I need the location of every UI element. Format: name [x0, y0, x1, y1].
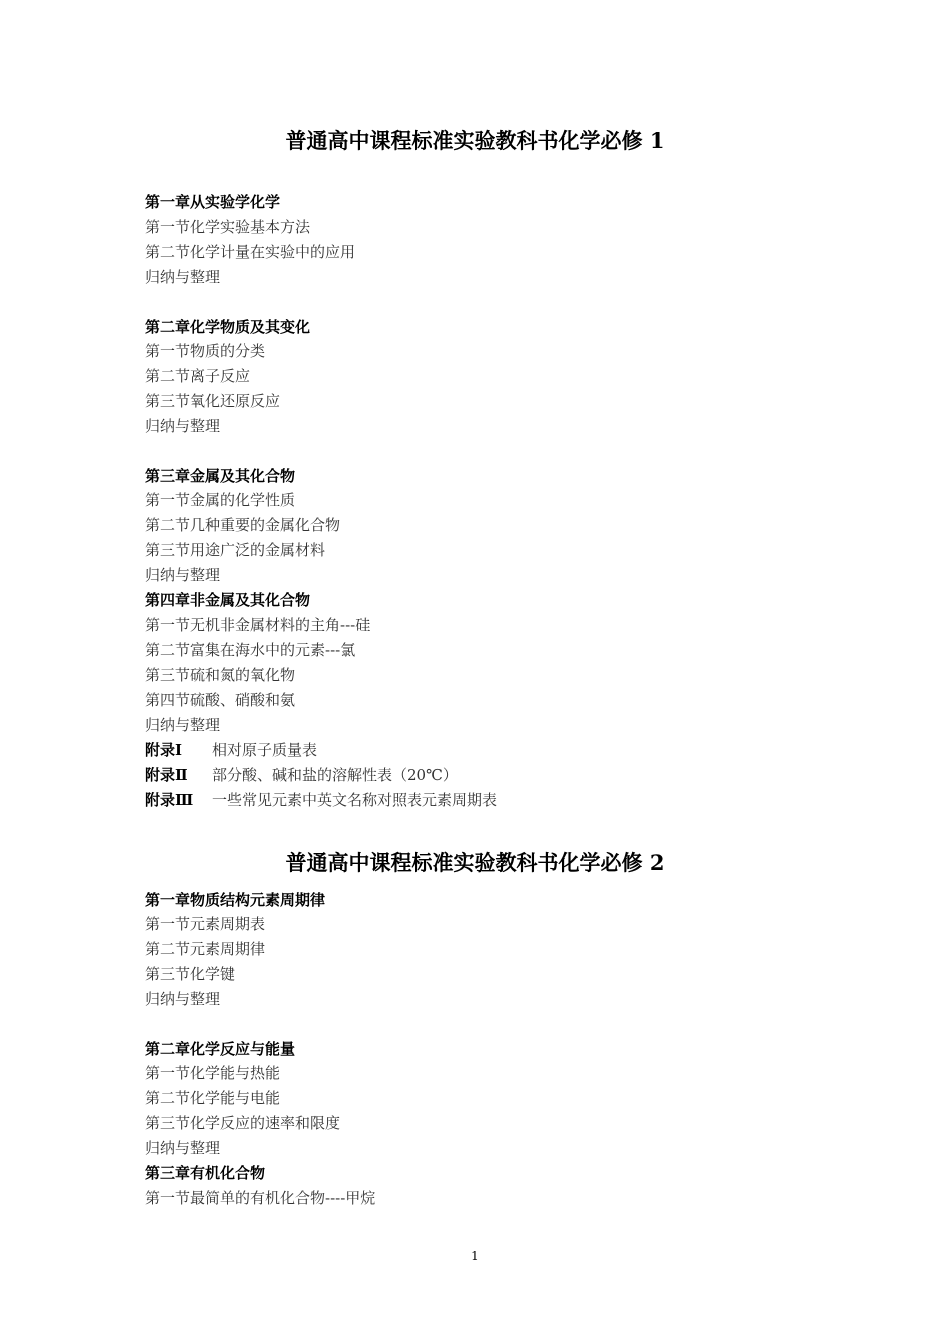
appendix-row	[145, 765, 458, 785]
chapter-heading: 第四章非金属及其化合物	[145, 591, 311, 609]
appendix-row	[145, 740, 317, 760]
section-item: 第一节无机非金属材料的主角---硅	[145, 616, 371, 634]
section-item: 第三节用途广泛的金属材料	[145, 541, 326, 559]
appendix-label: 附录Ⅱ	[145, 766, 188, 784]
section-item: 第一节最简单的有机化合物----甲烷	[145, 1189, 376, 1207]
section-item: 归纳与整理	[145, 417, 221, 435]
section-item: 第一节化学实验基本方法	[145, 218, 311, 236]
appendix-text: 相对原子质量表	[212, 741, 318, 759]
section-item: 第四节硫酸、硝酸和氨	[145, 691, 296, 709]
section-item: 第二节几种重要的金属化合物	[145, 516, 341, 534]
section-item: 归纳与整理	[145, 716, 221, 734]
section-item: 第二节元素周期律	[145, 940, 266, 958]
section-item: 第二节化学计量在实验中的应用	[145, 243, 356, 261]
section-item: 归纳与整理	[145, 1139, 221, 1157]
appendix-row	[145, 790, 497, 810]
section-item: 第三节化学键	[145, 965, 236, 983]
section-item: 第一节金属的化学性质	[145, 491, 296, 509]
chapter-heading: 第三章金属及其化合物	[145, 467, 296, 485]
section-item: 归纳与整理	[145, 990, 221, 1008]
chapter-heading: 第二章化学物质及其变化	[145, 318, 311, 336]
page-number: 1	[471, 1249, 479, 1263]
chapter-heading: 第一章从实验学化学	[145, 193, 281, 211]
section-item: 第二节离子反应	[145, 367, 251, 385]
section-item: 第一节物质的分类	[145, 342, 266, 360]
section-item: 归纳与整理	[145, 268, 221, 286]
section-item: 第三节硫和氮的氧化物	[145, 666, 296, 684]
section-item: 第三节化学反应的速率和限度	[145, 1114, 341, 1132]
book2-title: 普通高中课程标准实验教科书化学必修 2	[285, 850, 665, 875]
section-item: 第三节氧化还原反应	[145, 392, 281, 410]
appendix-text: 一些常见元素中英文名称对照表元素周期表	[212, 791, 498, 809]
section-item: 第一节化学能与热能	[145, 1064, 281, 1082]
chapter-heading: 第二章化学反应与能量	[145, 1040, 296, 1058]
section-item: 归纳与整理	[145, 566, 221, 584]
chapter-heading: 第一章物质结构元素周期律	[145, 891, 326, 909]
appendix-text: 部分酸、碱和盐的溶解性表（20℃）	[212, 766, 458, 784]
section-item: 第一节元素周期表	[145, 915, 266, 933]
section-item: 第二节富集在海水中的元素---氯	[145, 641, 356, 659]
chapter-heading: 第三章有机化合物	[145, 1164, 266, 1182]
book1-title: 普通高中课程标准实验教科书化学必修 1	[285, 128, 665, 153]
appendix-label: 附录Ⅲ	[145, 791, 194, 809]
section-item: 第二节化学能与电能	[145, 1089, 281, 1107]
appendix-label: 附录Ⅰ	[145, 741, 183, 759]
